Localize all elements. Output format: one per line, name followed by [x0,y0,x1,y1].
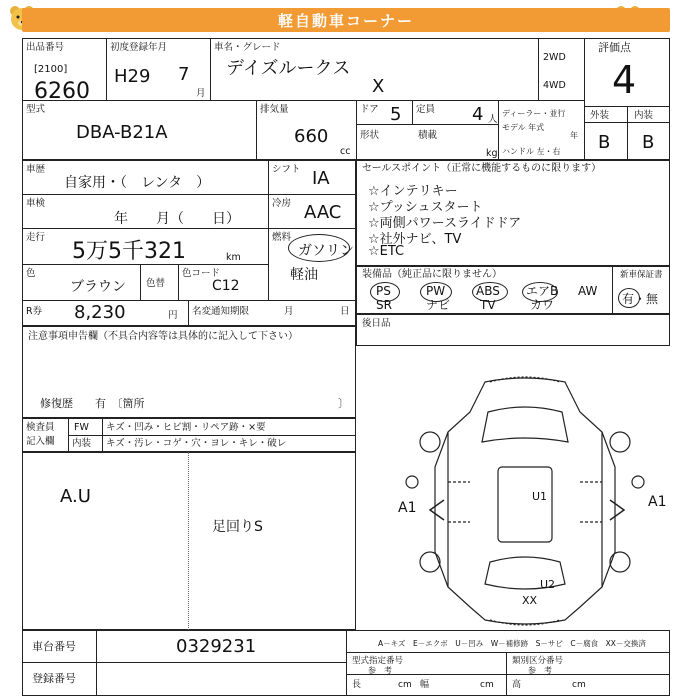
drive-2wd: 2WD [543,52,566,63]
chassis-label: 車台番号 [32,640,76,653]
handwritten-u2: U2 [540,578,556,591]
after-parts-frame [356,314,670,346]
ac-value: AAC [304,202,342,223]
color-label: 色 [26,268,36,279]
class-sub: 参 考 [528,666,552,675]
cm-3: cm [572,680,586,690]
lot-no-label: 出品番号 [26,42,65,53]
fuel-gasoline: ガソリン [298,243,354,259]
type-value: DBA-B21A [76,122,168,143]
sales-point-item: ☆社外ナビ、TV [368,232,462,247]
recycle-value: 8,230 [74,302,126,323]
name-change-label: 名変通知期限 [192,306,250,317]
first-reg-label: 初度登録年月 [110,42,168,53]
fw-label: FW [74,422,89,433]
reg-month: 7 [178,64,190,85]
interior-row-label: 内装 [72,438,92,449]
inspection-label: 車検 [26,198,46,209]
equip-circle-abs [472,282,508,302]
yen-unit: 円 [168,310,178,321]
fuel-label: 燃料 [272,232,292,243]
score-label: 評価点 [598,41,631,54]
model-year-label: モデル 年式 [502,123,545,132]
month-unit: 月 [196,88,206,99]
height-label: 高 [512,680,522,690]
sales-point-item: ☆インテリキー [368,184,458,199]
exterior-grade: B [598,132,611,153]
equip-airbag: エアB [526,284,559,298]
equip-sr: SR [376,298,392,312]
chassis-value: 0329231 [176,636,257,657]
equip-navi: ナビ [426,298,451,312]
door-value: 5 [390,104,402,125]
handwritten-xx: XX [522,594,538,607]
model-name: デイズルークス [226,58,351,79]
type-cert-label: 型式指定番号 [352,656,404,666]
type-cert-sub: 参 考 [368,666,392,675]
length-label: 長 [352,680,362,690]
reg-year: H29 [114,66,151,87]
car-damage-diagram [390,372,660,632]
repair-close: 〕 [338,397,349,410]
interior-grade: B [642,132,655,153]
page-title: 軽自動車コーナー [277,12,414,30]
handwritten-a1-right: A1 [648,494,667,510]
displacement-value: 660 [294,126,329,147]
fw-items: キズ・凹み・ヒビ割・リペア跡・×要 [106,422,266,433]
handwritten-a1-left: A1 [398,500,417,516]
name-change-month: 月 [284,306,294,317]
warranty-circle [618,288,640,308]
equip-circle-airbag [522,282,558,302]
after-parts-label: 後日品 [362,318,391,329]
capacity-label: 定員 [416,104,436,115]
cm-2: cm [480,680,494,690]
equip-circle-ps [370,282,400,302]
warranty-title: 新車保証書 [620,270,663,280]
door-label: ドア [360,104,379,115]
handwritten-u1: U1 [532,490,548,503]
mileage-label: 走行 [26,232,46,243]
handwritten-ashimawari: 足回りS [212,519,263,535]
lot-number: 6260 [34,79,90,104]
interior-items: キズ・汚レ・コゲ・穴・ヨレ・キレ・破レ [106,438,287,449]
cc-unit: cc [340,146,351,157]
km-unit: km [226,252,241,263]
shift-label: シフト [272,164,301,175]
inspector-label-1: 検査員 [26,422,55,433]
width-label: 幅 [420,680,430,690]
damage-legend: A－キズ E－エクボ U－凹み W－補修跡 S－サビ C－腐食 XX－交換済 [378,639,646,648]
usage-value: 自家用・（ レンタ ） [64,175,211,191]
class-label: 類別区分番号 [512,656,564,666]
warranty-value: 有・無 [622,292,659,306]
equip-ps: PS [376,284,391,298]
drive-4wd: 4WD [543,80,566,91]
sales-point-item: ☆両側パワースライドドア [368,216,522,231]
year-suffix: 年 [570,131,578,140]
capacity-value: 4 [472,104,484,125]
repair-label: 修復歴 有 〔箇所 [40,397,145,410]
header-bar [22,8,670,32]
sales-points-title: セールスポイント（正常に機能するものに限ります） [362,163,602,174]
fuel-diesel: 軽油 [290,267,318,283]
color-change-label: 色替 [146,278,166,289]
sales-point-item: ☆プッシュスタート [368,200,483,215]
handle-label: ハンドル 左・右 [502,147,561,156]
shape-label: 形状 [360,130,380,141]
fuel-circle [288,234,350,262]
exterior-label: 外装 [590,110,610,121]
grade: X [372,76,385,97]
score-value: 4 [612,58,637,102]
notes-title: 注意事項申告欄（不具合内容等は具体的に記入して下さい） [28,331,298,342]
ac-label: 冷房 [272,198,292,209]
type-label: 型式 [26,104,46,115]
color-code-value: C12 [212,278,240,294]
reg-number-label: 登録番号 [32,672,76,685]
kg-unit: kg [486,148,498,159]
interior-label: 内装 [634,110,654,121]
equip-leather: カワ [530,298,555,312]
mileage-value: 5万5千321 [72,239,186,264]
inspection-value: 年 月（ 日） [114,211,240,227]
handwritten-au: A.U [60,486,91,507]
load-label: 積載 [418,130,438,141]
color-value: ブラウン [70,279,126,295]
inspector-label-2: 記入欄 [26,436,55,447]
sales-point-item: ☆ETC [368,244,405,259]
recycle-label: R券 [26,306,43,317]
usage-label: 車歴 [26,164,46,175]
equip-circle-pw [420,282,452,302]
equip-pw: PW [426,284,446,298]
capacity-unit: 人 [488,114,498,125]
name-change-day: 日 [340,306,350,317]
dealer-label: ディーラー・並行 [502,109,566,118]
model-grade-label: 車名・グレード [214,42,281,53]
displacement-label: 排気量 [260,104,289,115]
lot-bracket: [2100] [34,64,68,75]
equipment-title: 装備品（純正品に限りません） [362,269,502,280]
equip-abs: ABS [476,284,500,298]
equip-aw: AW [578,284,598,298]
shift-value: IA [312,168,330,189]
color-code-label: 色コード [182,268,221,279]
equip-tv: TV [480,298,496,312]
cm-1: cm [398,680,412,690]
